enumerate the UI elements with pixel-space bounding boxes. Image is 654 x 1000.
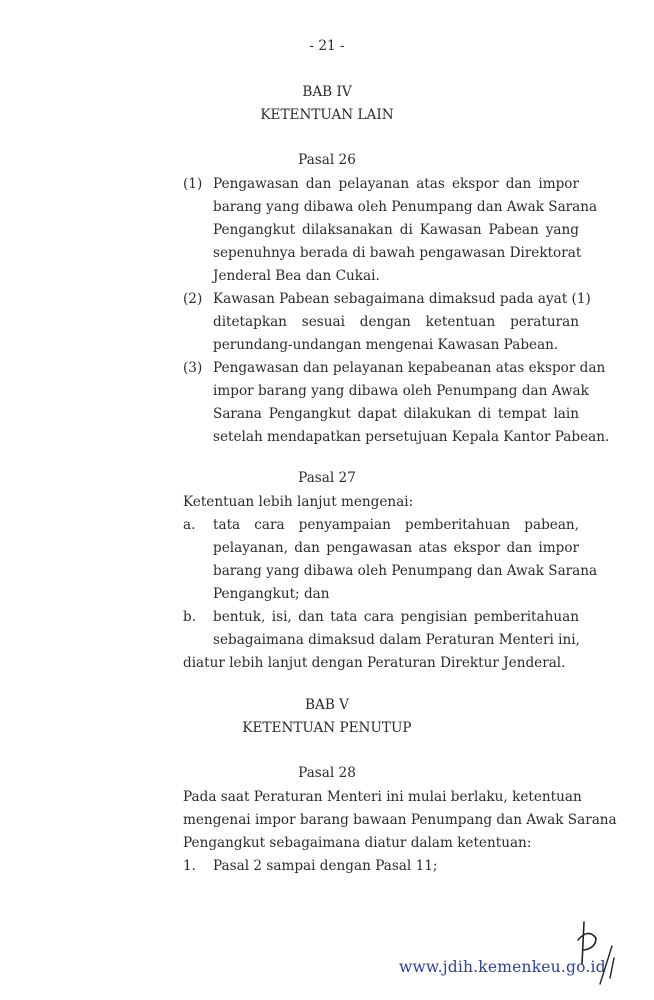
chapter-title: BAB V <box>305 697 349 713</box>
chapter-title: BAB IV <box>302 84 352 100</box>
article-heading: Pasal 26 <box>298 152 356 168</box>
footer-url[interactable]: www.jdih.kemenkeu.go.id <box>399 958 606 976</box>
chapter-subtitle: KETENTUAN LAIN <box>260 107 394 123</box>
paragraph-line: Sarana Pengangkut dapat dilakukan di tempat lain <box>213 406 579 422</box>
paragraph-line: Jenderal Bea dan Cukai. <box>213 268 380 284</box>
page-number: - 21 - <box>309 38 345 54</box>
paragraph-line: Kawasan Pabean sebagaimana dimaksud pada ayat (1) <box>213 291 591 307</box>
paragraph-number: (3) <box>183 360 203 376</box>
list-item-line: barang yang dibawa oleh Penumpang dan Awak Sarana <box>213 563 598 579</box>
paragraph-line: Pengawasan dan pelayanan kepabeanan atas ekspor dan <box>213 360 606 376</box>
list-marker: b. <box>183 609 197 625</box>
paragraph-line: barang yang dibawa oleh Penumpang dan Awak Sarana <box>213 199 598 215</box>
paragraph-line: Pada saat Peraturan Menteri ini mulai berlaku, ketentuan <box>183 789 582 805</box>
list-marker: 1. <box>183 858 196 874</box>
article-heading: Pasal 28 <box>298 765 356 781</box>
paragraph-number: (2) <box>183 291 203 307</box>
handwritten-initials <box>574 918 624 990</box>
paragraph-line: Pengangkut dilaksanakan di Kawasan Pabean yang <box>213 222 579 238</box>
paragraph-line: mengenai impor barang bawaan Penumpang dan Awak Sarana <box>183 812 617 828</box>
list-item-line: sebagaimana dimaksud dalam Peraturan Menteri ini, <box>213 632 580 648</box>
paragraph-line: impor barang yang dibawa oleh Penumpang dan Awak <box>213 383 589 399</box>
list-item-line: tata cara penyampaian pemberitahuan pabean, <box>213 517 579 533</box>
paragraph-line: Pengangkut sebagaimana diatur dalam ketentuan: <box>183 835 532 851</box>
paragraph-line: Pengawasan dan pelayanan atas ekspor dan impor <box>213 176 579 192</box>
list-item-line: Pasal 2 sampai dengan Pasal 11; <box>213 858 438 874</box>
list-item-line: pelayanan, dan pengawasan atas ekspor dan impor <box>213 540 579 556</box>
article-heading: Pasal 27 <box>298 470 356 486</box>
article-closing: diatur lebih lanjut dengan Peraturan Direktur Jenderal. <box>183 655 566 671</box>
paragraph-line: setelah mendapatkan persetujuan Kepala Kantor Pabean. <box>213 429 610 445</box>
list-item-line: Pengangkut; dan <box>213 586 330 602</box>
list-item-line: bentuk, isi, dan tata cara pengisian pemberitahuan <box>213 609 579 625</box>
paragraph-line: ditetapkan sesuai dengan ketentuan peraturan <box>213 314 579 330</box>
chapter-subtitle: KETENTUAN PENUTUP <box>242 720 412 736</box>
article-intro: Ketentuan lebih lanjut mengenai: <box>183 494 414 510</box>
paragraph-line: sepenuhnya berada di bawah pengawasan Direktorat <box>213 245 582 261</box>
list-marker: a. <box>183 517 196 533</box>
paragraph-number: (1) <box>183 176 203 192</box>
paragraph-line: perundang-undangan mengenai Kawasan Pabean. <box>213 337 559 353</box>
